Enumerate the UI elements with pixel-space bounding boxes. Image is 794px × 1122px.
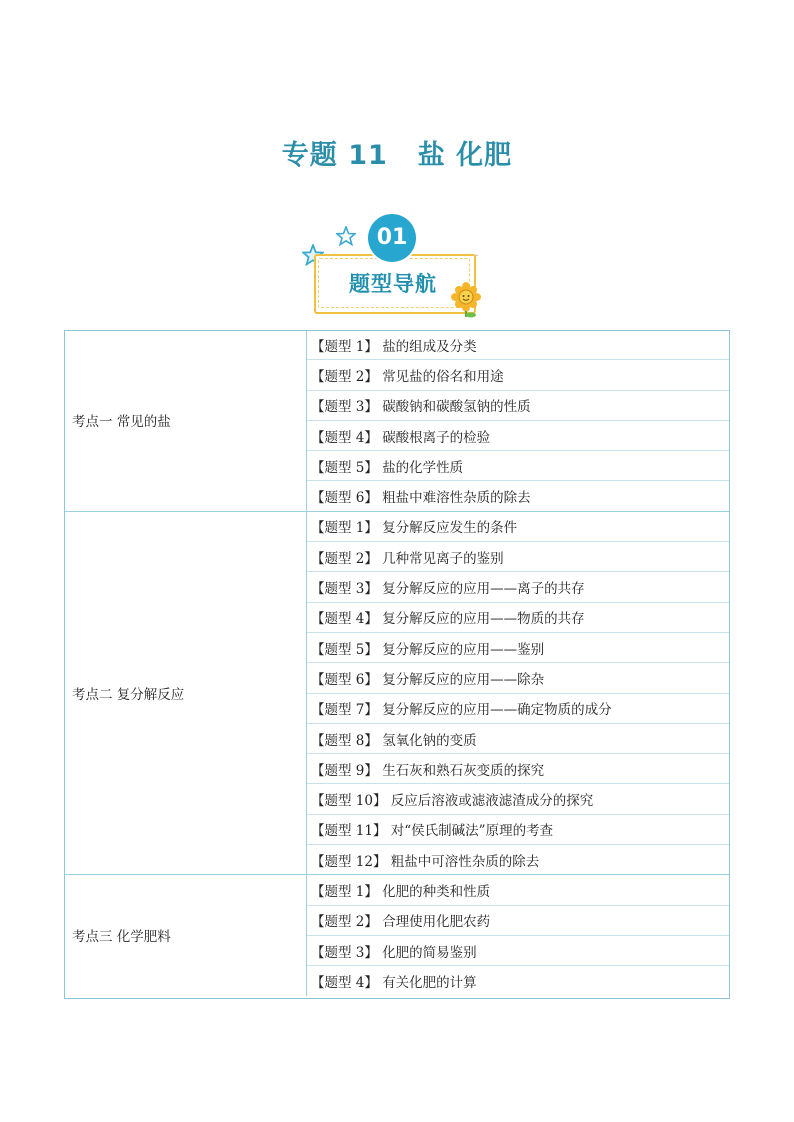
question-type-tag: 【题型 5】 — [311, 641, 378, 658]
question-type-text: 碳酸根离子的检验 — [382, 429, 491, 446]
question-type-item — [307, 451, 731, 481]
question-type-text: 复分解反应的应用——物质的共存 — [382, 611, 585, 628]
question-type-item — [307, 663, 731, 693]
question-type-text: 粗盐中难溶性杂质的除去 — [382, 490, 531, 507]
question-type-tag: 【题型 9】 — [311, 762, 378, 779]
question-type-tag: 【题型 4】 — [311, 611, 378, 628]
question-type-item — [307, 632, 731, 662]
question-type-item — [307, 754, 731, 784]
question-type-tag: 【题型 4】 — [311, 429, 378, 446]
question-type-item — [307, 572, 731, 602]
section-name: 考点二 复分解反应 — [64, 511, 307, 875]
question-type-item — [307, 723, 731, 753]
question-type-text: 复分解反应的应用——鉴别 — [382, 641, 545, 658]
question-type-text: 复分解反应发生的条件 — [382, 520, 518, 537]
question-type-tag: 【题型 8】 — [311, 732, 378, 749]
question-type-item — [307, 935, 731, 965]
question-type-text: 复分解反应的应用——离子的共存 — [382, 581, 585, 598]
question-type-text: 化肥的种类和性质 — [382, 883, 491, 900]
section-badge — [300, 214, 490, 318]
question-type-text: 化肥的简易鉴别 — [382, 944, 477, 961]
star-icon — [336, 226, 356, 246]
question-type-item — [307, 966, 731, 996]
question-type-item — [307, 602, 731, 632]
question-type-item — [307, 875, 731, 905]
question-type-text: 生石灰和熟石灰变质的探究 — [382, 762, 545, 779]
question-type-item — [307, 360, 731, 390]
question-type-text: 碳酸钠和碳酸氢钠的性质 — [382, 399, 531, 416]
question-type-tag: 【题型 4】 — [311, 974, 378, 991]
question-type-item — [307, 845, 731, 875]
question-type-tag: 【题型 3】 — [311, 399, 378, 416]
table-row — [64, 330, 730, 360]
question-type-tag: 【题型 3】 — [311, 944, 378, 961]
question-type-tag: 【题型 6】 — [311, 671, 378, 688]
question-type-item — [307, 511, 731, 541]
table-row — [64, 511, 730, 541]
question-type-text: 粗盐中可溶性杂质的除去 — [390, 853, 540, 870]
question-type-item — [307, 814, 731, 844]
table-row — [64, 875, 730, 905]
question-type-tag: 【题型 12】 — [311, 853, 387, 870]
topic-navigation-table — [64, 330, 730, 996]
page-title — [0, 133, 794, 172]
question-type-text: 对“侯氏制碱法”原理的考查 — [390, 823, 554, 840]
badge-number: 01 — [368, 214, 416, 262]
question-type-item — [307, 390, 731, 420]
question-type-item — [307, 693, 731, 723]
question-type-text: 复分解反应的应用——确定物质的成分 — [382, 702, 612, 719]
question-type-text: 反应后溶液或滤液滤渣成分的探究 — [390, 793, 594, 810]
question-type-text: 有关化肥的计算 — [382, 974, 477, 991]
question-type-tag: 【题型 3】 — [311, 581, 378, 598]
question-type-tag: 【题型 1】 — [311, 520, 378, 537]
section-name: 考点一 常见的盐 — [64, 330, 307, 511]
question-type-text: 常见盐的俗名和用途 — [382, 368, 504, 385]
question-type-tag: 【题型 1】 — [311, 338, 378, 355]
badge-label: 题型导航 — [349, 272, 437, 296]
question-type-tag: 【题型 5】 — [311, 459, 378, 476]
question-type-item — [307, 481, 731, 511]
question-type-item — [307, 905, 731, 935]
section-name: 考点三 化学肥料 — [64, 875, 307, 996]
question-type-text: 盐的化学性质 — [382, 459, 464, 476]
question-type-tag: 【题型 11】 — [311, 823, 387, 840]
question-type-text: 盐的组成及分类 — [382, 338, 477, 355]
question-type-tag: 【题型 2】 — [311, 550, 378, 567]
question-type-item — [307, 542, 731, 572]
question-type-item — [307, 420, 731, 450]
title-topic-name: 盐 化肥 — [417, 140, 513, 171]
question-type-text: 合理使用化肥农药 — [382, 914, 491, 931]
question-type-item — [307, 784, 731, 814]
question-type-tag: 【题型 2】 — [311, 368, 378, 385]
question-type-tag: 【题型 10】 — [311, 793, 387, 810]
title-topic-number: 专题 11 — [281, 140, 388, 171]
question-type-tag: 【题型 6】 — [311, 490, 378, 507]
question-type-text: 氢氧化钠的变质 — [382, 732, 477, 749]
question-type-item — [307, 330, 731, 360]
question-type-tag: 【题型 1】 — [311, 883, 378, 900]
question-type-tag: 【题型 2】 — [311, 914, 378, 931]
question-type-text: 复分解反应的应用——除杂 — [382, 671, 545, 688]
question-type-tag: 【题型 7】 — [311, 702, 378, 719]
question-type-text: 几种常见离子的鉴别 — [382, 550, 504, 567]
sunflower-icon — [450, 282, 484, 318]
